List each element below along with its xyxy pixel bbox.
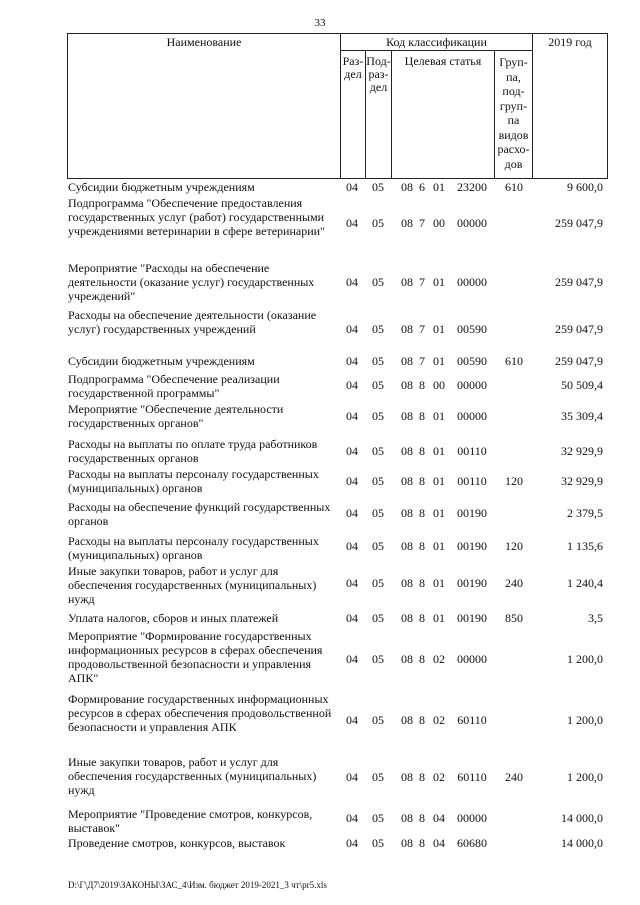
- row-direction: 00000: [457, 409, 487, 423]
- row-program: 08: [401, 216, 413, 230]
- row-podrazdel: 05: [372, 354, 384, 368]
- row-direction: 60110: [457, 770, 487, 784]
- row-expense-type: 240: [505, 770, 523, 784]
- row-expense-type: 120: [505, 539, 523, 553]
- row-amount: 3,5: [588, 611, 603, 625]
- row-amount: 14 000,0: [561, 836, 603, 850]
- row-amount: 259 047,9: [555, 354, 603, 368]
- footer-file-path: D:\Г\Д7\2019\ЗАКОНЫ\ЗАС_4\Изм. бюджет 2019-2021_3 чт\pr5.xls: [68, 880, 327, 890]
- row-direction: 60110: [457, 713, 487, 727]
- col-divider-podrazdel: [391, 50, 392, 179]
- row-name: Мероприятие "Проведение смотров, конкурсов, выставок": [68, 807, 313, 835]
- row-measure: 04: [433, 811, 445, 825]
- row-program: 08: [401, 652, 413, 666]
- row-name: Расходы на выплаты по оплате труда работников государственных органов: [68, 437, 318, 465]
- row-subprogram: 7: [419, 322, 425, 336]
- header-year: 2019 год: [548, 35, 592, 49]
- row-direction: 00190: [457, 539, 487, 553]
- row-measure: 01: [433, 474, 445, 488]
- header-target: Целевая статья: [404, 54, 482, 68]
- row-podrazdel: 05: [372, 713, 384, 727]
- row-direction: 00190: [457, 506, 487, 520]
- row-amount: 32 929,9: [561, 474, 603, 488]
- row-subprogram: 8: [419, 444, 425, 458]
- row-name: Мероприятие "Расходы на обеспечение деятельности (оказание услуг) государственных учреждений": [68, 261, 315, 303]
- row-program: 08: [401, 275, 413, 289]
- row-amount: 1 240,4: [567, 576, 603, 590]
- row-program: 08: [401, 611, 413, 625]
- header-razdel: Раз- дел: [342, 54, 364, 81]
- row-program: 08: [401, 180, 413, 194]
- row-amount: 2 379,5: [567, 506, 603, 520]
- row-amount: 32 929,9: [561, 444, 603, 458]
- row-razdel: 04: [346, 474, 358, 488]
- row-direction: 00000: [457, 216, 487, 230]
- row-name: Проведение смотров, конкурсов, выставок: [68, 836, 286, 850]
- row-direction: 23200: [457, 180, 487, 194]
- row-subprogram: 7: [419, 216, 425, 230]
- row-amount: 259 047,9: [555, 216, 603, 230]
- row-direction: 00000: [457, 378, 487, 392]
- row-amount: 1 200,0: [567, 713, 603, 727]
- row-subprogram: 8: [419, 539, 425, 553]
- row-podrazdel: 05: [372, 275, 384, 289]
- row-razdel: 04: [346, 576, 358, 590]
- col-divider-group: [532, 33, 533, 179]
- row-direction: 00110: [457, 444, 487, 458]
- row-podrazdel: 05: [372, 180, 384, 194]
- row-program: 08: [401, 474, 413, 488]
- row-program: 08: [401, 378, 413, 392]
- row-razdel: 04: [346, 713, 358, 727]
- row-podrazdel: 05: [372, 539, 384, 553]
- row-amount: 35 309,4: [561, 409, 603, 423]
- row-subprogram: 8: [419, 378, 425, 392]
- header-group: Груп- па, под- груп- па видов расхо- дов: [497, 55, 530, 171]
- row-measure: 01: [433, 275, 445, 289]
- row-podrazdel: 05: [372, 611, 384, 625]
- page-number: 33: [314, 17, 326, 29]
- row-subprogram: 8: [419, 713, 425, 727]
- table-left-border: [67, 33, 68, 179]
- row-podrazdel: 05: [372, 770, 384, 784]
- row-name: Иные закупки товаров, работ и услуг для обеспечения государственных (муниципальных) нужд: [68, 755, 317, 797]
- row-razdel: 04: [346, 444, 358, 458]
- row-subprogram: 8: [419, 770, 425, 784]
- row-expense-type: 610: [505, 354, 523, 368]
- row-direction: 60680: [457, 836, 487, 850]
- row-podrazdel: 05: [372, 836, 384, 850]
- row-razdel: 04: [346, 180, 358, 194]
- row-direction: 00000: [457, 811, 487, 825]
- row-expense-type: 610: [505, 180, 523, 194]
- subheader-line: [340, 50, 532, 51]
- row-podrazdel: 05: [372, 506, 384, 520]
- row-amount: 9 600,0: [567, 180, 603, 194]
- row-measure: 04: [433, 836, 445, 850]
- row-subprogram: 8: [419, 836, 425, 850]
- row-podrazdel: 05: [372, 409, 384, 423]
- row-name: Субсидии бюджетным учреждениям: [68, 354, 255, 368]
- row-measure: 02: [433, 770, 445, 784]
- row-measure: 01: [433, 409, 445, 423]
- row-program: 08: [401, 811, 413, 825]
- table-top-border: [67, 33, 608, 34]
- row-direction: 00190: [457, 576, 487, 590]
- row-name: Уплата налогов, сборов и иных платежей: [68, 611, 279, 625]
- row-name: Иные закупки товаров, работ и услуг для обеспечения государственных (муниципальных) нужд: [68, 564, 317, 606]
- row-measure: 01: [433, 506, 445, 520]
- row-program: 08: [401, 354, 413, 368]
- row-podrazdel: 05: [372, 652, 384, 666]
- row-program: 08: [401, 539, 413, 553]
- header-code: Код классификации: [386, 35, 487, 49]
- row-expense-type: 240: [505, 576, 523, 590]
- row-measure: 01: [433, 611, 445, 625]
- row-program: 08: [401, 409, 413, 423]
- row-direction: 00000: [457, 275, 487, 289]
- row-program: 08: [401, 506, 413, 520]
- row-subprogram: 8: [419, 576, 425, 590]
- row-name: Субсидии бюджетным учреждениям: [68, 180, 255, 194]
- row-direction: 00110: [457, 474, 487, 488]
- row-podrazdel: 05: [372, 322, 384, 336]
- row-name: Расходы на выплаты персоналу государственных (муниципальных) органов: [68, 467, 319, 495]
- row-podrazdel: 05: [372, 474, 384, 488]
- row-measure: 01: [433, 576, 445, 590]
- row-podrazdel: 05: [372, 444, 384, 458]
- row-razdel: 04: [346, 506, 358, 520]
- row-program: 08: [401, 444, 413, 458]
- row-podrazdel: 05: [372, 811, 384, 825]
- row-razdel: 04: [346, 409, 358, 423]
- row-razdel: 04: [346, 354, 358, 368]
- row-measure: 02: [433, 713, 445, 727]
- row-subprogram: 8: [419, 652, 425, 666]
- row-amount: 50 509,4: [561, 378, 603, 392]
- row-subprogram: 7: [419, 275, 425, 289]
- header-name: Наименование: [166, 35, 242, 49]
- row-name: Мероприятие "Формирование государственных информационных ресурсов в сферах обеспечения продовольственной безопасности и управления АПК": [68, 629, 323, 685]
- row-razdel: 04: [346, 275, 358, 289]
- row-measure: 00: [433, 378, 445, 392]
- row-amount: 1 200,0: [567, 652, 603, 666]
- row-amount: 259 047,9: [555, 275, 603, 289]
- row-razdel: 04: [346, 216, 358, 230]
- row-measure: 02: [433, 652, 445, 666]
- row-subprogram: 8: [419, 409, 425, 423]
- row-program: 08: [401, 770, 413, 784]
- row-measure: 01: [433, 354, 445, 368]
- row-subprogram: 8: [419, 474, 425, 488]
- row-measure: 01: [433, 322, 445, 336]
- row-name: Подпрограмма "Обеспечение предоставления государственных услуг (работ) государственными учреждениями ветеринарии в сфере ветеринарии": [68, 196, 325, 238]
- row-expense-type: 120: [505, 474, 523, 488]
- row-name: Мероприятие "Обеспечение деятельности государственных органов": [68, 402, 284, 430]
- row-name: Расходы на обеспечение деятельности (оказание услуг) государственных учреждений: [68, 308, 317, 336]
- row-subprogram: 8: [419, 506, 425, 520]
- row-subprogram: 6: [419, 180, 425, 194]
- row-amount: 259 047,9: [555, 322, 603, 336]
- row-podrazdel: 05: [372, 216, 384, 230]
- row-measure: 01: [433, 444, 445, 458]
- row-razdel: 04: [346, 539, 358, 553]
- row-amount: 14 000,0: [561, 811, 603, 825]
- row-program: 08: [401, 836, 413, 850]
- row-subprogram: 7: [419, 354, 425, 368]
- table-right-border: [607, 33, 608, 179]
- row-podrazdel: 05: [372, 378, 384, 392]
- row-direction: 00190: [457, 611, 487, 625]
- row-program: 08: [401, 322, 413, 336]
- row-name: Расходы на выплаты персоналу государственных (муниципальных) органов: [68, 534, 319, 562]
- header-bottom-border: [67, 178, 608, 179]
- row-name: Формирование государственных информационных ресурсов в сферах обеспечения продовольственной безопасности и управления АПК: [68, 692, 332, 734]
- row-direction: 00590: [457, 354, 487, 368]
- row-name: Расходы на обеспечение функций государственных органов: [68, 500, 331, 528]
- row-direction: 00000: [457, 652, 487, 666]
- header-podrazdel: Под- раз- дел: [366, 54, 391, 94]
- row-amount: 1 200,0: [567, 770, 603, 784]
- row-razdel: 04: [346, 322, 358, 336]
- row-expense-type: 850: [505, 611, 523, 625]
- row-razdel: 04: [346, 770, 358, 784]
- row-measure: 01: [433, 180, 445, 194]
- row-measure: 00: [433, 216, 445, 230]
- row-podrazdel: 05: [372, 576, 384, 590]
- row-razdel: 04: [346, 811, 358, 825]
- row-measure: 01: [433, 539, 445, 553]
- row-direction: 00590: [457, 322, 487, 336]
- row-subprogram: 8: [419, 811, 425, 825]
- row-razdel: 04: [346, 652, 358, 666]
- row-program: 08: [401, 713, 413, 727]
- row-amount: 1 135,6: [567, 539, 603, 553]
- row-razdel: 04: [346, 378, 358, 392]
- row-program: 08: [401, 576, 413, 590]
- row-razdel: 04: [346, 611, 358, 625]
- row-razdel: 04: [346, 836, 358, 850]
- row-name: Подпрограмма "Обеспечение реализации государственной программы": [68, 372, 280, 400]
- row-subprogram: 8: [419, 611, 425, 625]
